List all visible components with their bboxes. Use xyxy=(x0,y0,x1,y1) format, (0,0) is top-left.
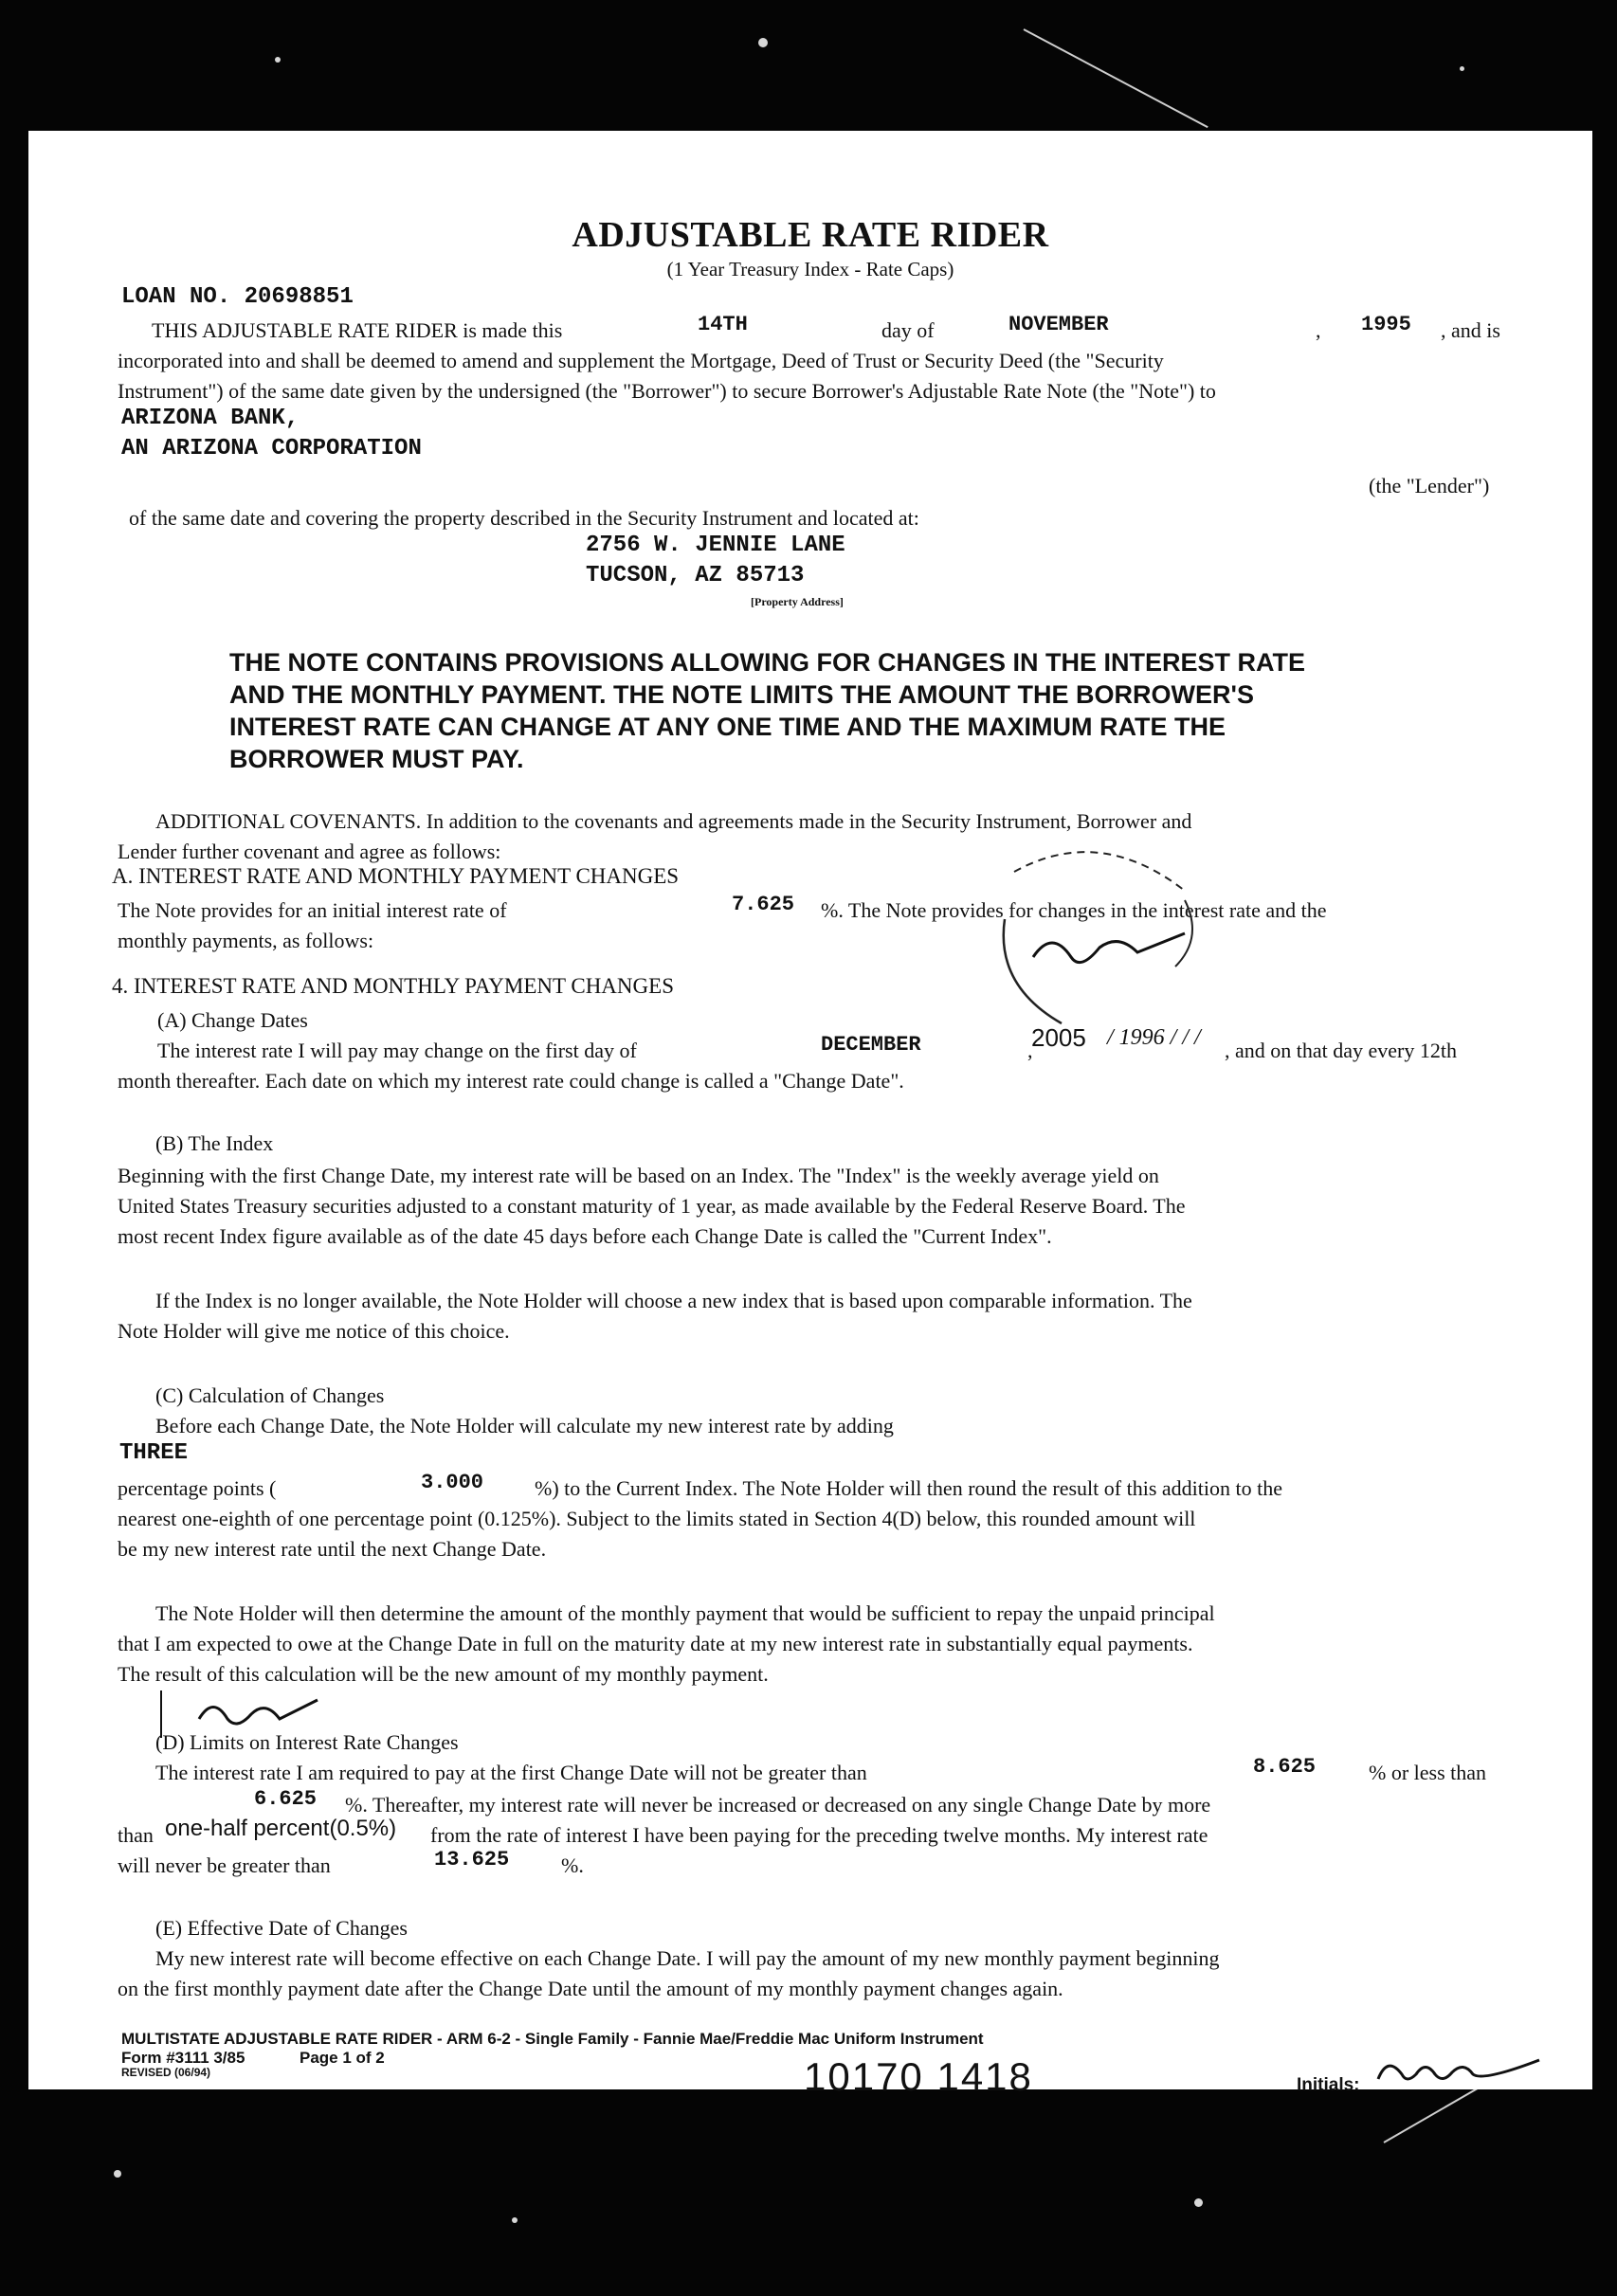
section-4d-text-3: %. Thereafter, my interest rate will never be increased or decreased on any single Change Date by more xyxy=(345,1793,1211,1817)
section-4b-line-2: United States Treasury securities adjusted to a constant maturity of 1 year, as made available by the Federal Reserve Board. The xyxy=(118,1194,1186,1218)
section-4a-text-1: The interest rate I will pay may change on the first day of xyxy=(157,1039,637,1062)
first-change-min-rate: 6.625 xyxy=(254,1787,318,1811)
section-4c-text-2: %) to the Current Index. The Note Holder will then round the result of this addition to the xyxy=(535,1476,1282,1500)
intro-line-3: Instrument") of the same date given by the undersigned (the "Borrower") to secure Borrower's Adjustable Rate Note (the "Note") to xyxy=(118,379,1216,403)
section-4b-line-1: Beginning with the first Change Date, my interest rate will be based on an Index. The "Index" is the weekly average yield on xyxy=(118,1164,1159,1187)
notice-line-4: BORROWER MUST PAY. xyxy=(229,745,524,773)
document-title: ADJUSTABLE RATE RIDER xyxy=(572,215,1049,255)
loan-number-value: 20698851 xyxy=(244,284,354,310)
page-number: Page 1 of 2 xyxy=(300,2049,385,2067)
section-4d-text-4: than xyxy=(118,1823,154,1847)
section-4c-line-5: The Note Holder will then determine the amount of the monthly payment that would be sufficient to repay the unpaid principal xyxy=(155,1601,1215,1625)
notice-line-2: AND THE MONTHLY PAYMENT. THE NOTE LIMITS THE AMOUNT THE BORROWER'S xyxy=(229,680,1254,709)
periodic-rate-cap: one-half percent(0.5%) xyxy=(165,1816,397,1841)
document-page xyxy=(28,131,1592,2099)
section-a-text-1: The Note provides for an initial interest rate of xyxy=(118,898,507,922)
section-4c-line-6: that I am expected to owe at the Change Date in full on the maturity date at my new interest rate in substantially equal payments. xyxy=(118,1632,1193,1655)
section-4d-text-1: The interest rate I am required to pay at the first Change Date will not be greater than xyxy=(155,1761,867,1784)
loan-number-line xyxy=(121,284,354,310)
property-city: TUCSON, AZ 85713 xyxy=(586,563,805,588)
margin-percentage: 3.000 xyxy=(421,1471,484,1494)
first-change-month: DECEMBER xyxy=(821,1033,921,1057)
first-change-year: 2005 xyxy=(1031,1023,1086,1052)
section-4a-heading: (A) Change Dates xyxy=(157,1008,308,1032)
section-4b-heading: (B) The Index xyxy=(155,1131,274,1155)
section-4d-heading: (D) Limits on Interest Rate Changes xyxy=(155,1730,459,1754)
rider-year: 1995 xyxy=(1361,313,1411,336)
lifetime-max-rate: 13.625 xyxy=(434,1848,510,1871)
change-date-comma: , xyxy=(1027,1039,1033,1062)
section-4d-text-6: will never be greater than xyxy=(118,1853,331,1877)
section-a-text-2: %. The Note provides for changes in the interest rate and the xyxy=(821,898,1327,922)
scan-speck xyxy=(1460,66,1464,71)
section-4c-line-3: nearest one-eighth of one percentage point (0.125%). Subject to the limits stated in Section 4(D) below, this rounded amount will xyxy=(118,1507,1196,1530)
intro-comma: , xyxy=(1316,318,1321,342)
property-caption: [Property Address] xyxy=(751,595,844,608)
section-4d-text-5: from the rate of interest I have been paying for the preceding twelve months. My interest rate xyxy=(430,1823,1208,1847)
section-4d-text-7: %. xyxy=(561,1853,584,1877)
intro-line-1 xyxy=(152,315,562,347)
section-4c-text-1: percentage points ( xyxy=(118,1476,277,1500)
section-4-heading: 4. INTEREST RATE AND MONTHLY PAYMENT CHANGES xyxy=(112,974,674,998)
scan-speck xyxy=(275,57,281,63)
intro-and-is: , and is xyxy=(1441,318,1500,342)
form-number: Form #3111 3/85 xyxy=(121,2049,245,2067)
section-4b-line-3: most recent Index figure available as of the date 45 days before each Change Date is called the "Current Index". xyxy=(118,1224,1052,1248)
notice-box xyxy=(229,646,1305,775)
section-4a-text-2: , and on that day every 12th xyxy=(1225,1039,1457,1062)
scan-speck xyxy=(758,38,768,47)
notice-line-1: THE NOTE CONTAINS PROVISIONS ALLOWING FOR CHANGES IN THE INTEREST RATE xyxy=(229,648,1306,677)
scan-streak xyxy=(1024,28,1208,128)
section-4c-line-7: The result of this calculation will be the new amount of my monthly payment. xyxy=(118,1662,769,1686)
recording-book-page: 10170 1418 xyxy=(804,2054,1033,2099)
section-4a-line-2: month thereafter. Each date on which my interest rate could change is called a "Change Date". xyxy=(118,1069,904,1093)
rider-month: NOVEMBER xyxy=(1008,313,1109,336)
lender-label: (the "Lender") xyxy=(1369,474,1490,497)
form-revised: REVISED (06/94) xyxy=(121,2066,211,2079)
section-4e-heading: (E) Effective Date of Changes xyxy=(155,1916,408,1940)
section-4e-line-1: My new interest rate will become effective on each Change Date. I will pay the amount of my new monthly payment beginning xyxy=(155,1946,1220,1970)
section-4c-line-4: be my new interest rate until the next Change Date. xyxy=(118,1537,547,1561)
scan-speck xyxy=(512,2217,518,2223)
handwritten-change-year: / 1996 / / / xyxy=(1107,1025,1201,1050)
intro-text: THIS ADJUSTABLE RATE RIDER is made this xyxy=(152,318,563,342)
covenants-line-2: Lender further covenant and agree as follows: xyxy=(118,840,501,863)
intro-line-2: incorporated into and shall be deemed to amend and supplement the Mortgage, Deed of Trust or Security Deed (the "Security xyxy=(118,349,1164,372)
initials-label: Initials: xyxy=(1297,2075,1360,2095)
lender-name-2: AN ARIZONA CORPORATION xyxy=(121,436,422,461)
covenants-line-1: ADDITIONAL COVENANTS. In addition to the covenants and agreements made in the Security Instrument, Borrower and xyxy=(155,809,1192,833)
scan-speck xyxy=(1194,2198,1203,2207)
section-a-heading: A. INTEREST RATE AND MONTHLY PAYMENT CHANGES xyxy=(112,864,680,888)
document-subtitle: (1 Year Treasury Index - Rate Caps) xyxy=(666,258,954,280)
section-4c-line-1: Before each Change Date, the Note Holder will calculate my new interest rate by adding xyxy=(155,1414,894,1437)
property-street: 2756 W. JENNIE LANE xyxy=(586,533,845,558)
intro-day-of: day of xyxy=(881,318,935,342)
section-4e-line-2: on the first monthly payment date after the Change Date until the amount of my monthly payment changes again. xyxy=(118,1977,1063,2000)
first-change-max-rate: 8.625 xyxy=(1253,1755,1317,1779)
form-title: MULTISTATE ADJUSTABLE RATE RIDER - ARM 6-2 - Single Family - Fannie Mae/Freddie Mac Uniform Instrument xyxy=(121,2030,984,2048)
rider-day: 14TH xyxy=(698,313,748,336)
initial-interest-rate: 7.625 xyxy=(732,893,795,916)
section-4d-text-2: % or less than xyxy=(1369,1761,1487,1784)
section-4b-line-4: If the Index is no longer available, the Note Holder will choose a new index that is based upon comparable information. The xyxy=(155,1289,1192,1312)
scan-speck xyxy=(114,2170,121,2178)
section-a-line-2: monthly payments, as follows: xyxy=(118,929,374,952)
loan-number-label: LOAN NO. xyxy=(121,284,231,310)
initials-signature xyxy=(1369,2051,1558,2098)
lender-name-1: ARIZONA BANK, xyxy=(121,406,300,431)
initials-stamp xyxy=(976,834,1223,1052)
margin-in-words: THREE xyxy=(119,1440,189,1466)
section-4b-line-5: Note Holder will give me notice of this choice. xyxy=(118,1319,510,1343)
property-intro: of the same date and covering the property described in the Security Instrument and located at: xyxy=(129,506,919,530)
section-4c-heading: (C) Calculation of Changes xyxy=(155,1383,385,1407)
notice-line-3: INTEREST RATE CAN CHANGE AT ANY ONE TIME AND THE MAXIMUM RATE THE xyxy=(229,713,1226,741)
